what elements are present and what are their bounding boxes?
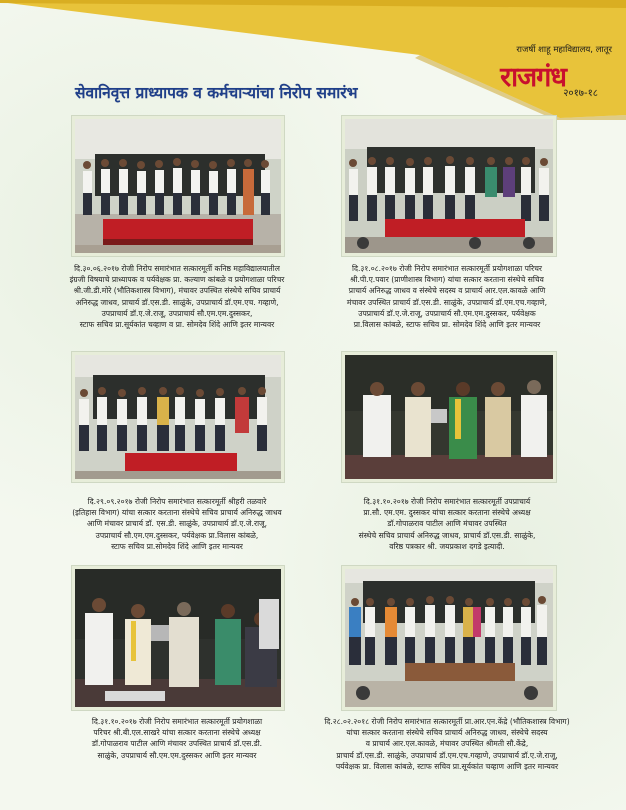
event-photo-2 bbox=[342, 116, 556, 256]
magazine-year: २०१७-१८ bbox=[563, 88, 598, 99]
photo-caption-4: दि.३१.१०.२०१७ रोजी निरोप समारंभात सत्कारमूर्ती उपप्राचार्य प्रा.सौ. एम.एम. दुस्सकर यांचा सत्कार करताना संस्थेचे अध्यक्ष डॉ.गोपाळराव पाटील आणि मंचावर उपस्थित संस्थेचे सचिव प्राचार्य अनिरुद्ध जाधव, प्राचार्य डॉ.एस.डी. साळुंके, वरिष्ठ पत्रकार श्री. जयप्रकाश दगडे इत्यादी. bbox=[358, 497, 536, 551]
college-name: राजर्षी शाहू महाविद्यालय, लातूर bbox=[516, 45, 612, 55]
event-photo-6 bbox=[342, 566, 556, 710]
photo-caption-3: दि.२९.०९.२०१७ रोजी निरोप समारंभात सत्कारमूर्ती श्रीहरी तळवारे (इतिहास विभाग) यांचा सत्कार करताना संस्थेचे सचिव प्राचार्य अनिरुद्ध जाधव आणि मंचावर प्राचार्य डॉ. एस.डी. साळुंके, उपप्राचार्य डॉ.ए.जे.राजू, उपप्राचार्य सौ.एम.एम.दुस्सकर, पर्यवेक्षक प्रा.विलास कांबळे, स्टाफ सचिव प्रा.सोमदेव शिंदे आणि इतर मान्यवर bbox=[72, 497, 282, 551]
photo-caption-2: दि.३१.०८.२०१७ रोजी निरोप समारंभात सत्कारमूर्ती प्रयोगशाळा परिचर श्री.पी.ए.पवार (प्राणीशास्त्र विभाग) यांचा सत्कार करताना संस्थेचे सचिव प्राचार्य अनिरुद्ध जाधव व संस्थेचे सदस्य व प्राचार्य आर.एल.कावळे आणि मंचावर उपस्थित प्राचार्य डॉ.एस.डी. साळुंके, उपप्राचार्य डॉ.एम.एच.गव्हाणे, उपप्राचार्य डॉ.ए.जे.राजू, उपप्राचार्य सौ.एम.एम.दुस्सकर, पर्यवेक्षक प्रा.विलास कांबळे, स्टाफ सचिव प्रा. सोमदेव शिंदे आणि इतर मान्यवर bbox=[346, 264, 548, 330]
photo-caption-1: दि.३०.०६.२०१७ रोजी निरोप समारंभात सत्कारमूर्ती कनिष्ठ महाविद्यालयातील इंग्रजी विषयाचे प्राध्यापक व पर्यवेक्षक प्रा. कल्याण कांबळे व प्रयोगशाळा परिचर श्री.जी.डी.मोरे (भौतिकशास्त्र विभाग), मंचावर उपस्थित संस्थेचे सचिव प्राचार्य अनिरुद्ध जाधव, प्राचार्य डॉ.एस.डी. साळुंके, उपप्राचार्य डॉ.एम.एच. गव्हाणे, उपप्राचार्य डॉ.ए.जे.राजू, उपप्राचार्य सौ.एम.एम.दुस्सकर, स्टाफ सचिव प्रा.सूर्यकांत चव्हाण व प्रा. सोमदेव शिंदे आणि इतर मान्यवर bbox=[69, 264, 285, 330]
event-photo-5 bbox=[72, 566, 284, 710]
magazine-logo: राजगंध bbox=[500, 62, 566, 93]
event-photo-3 bbox=[72, 352, 284, 482]
photo-caption-6: दि.२८.०२.२०१८ रोजी निरोप समारंभात सत्कारमूर्ती प्रा.आर.एन.केंद्रे (भौतिकशास्त्र विभाग) यांचा सत्कार करताना संस्थेचे सचिव प्राचार्य अनिरुद्ध जाधव, संस्थेचे सदस्य व प्राचार्य आर.एल.कावळे, मंचावर उपस्थित श्रीमती सौ.केंद्रे, प्राचार्य डॉ.एस.डी. साळुंके, उपप्राचार्य डॉ.एम.एच.गव्हाणे, उपप्राचार्य डॉ.ए.जे.राजू, पर्यवेक्षक प्रा. विलास कांबळे, स्टाफ सचिव प्रा.सूर्यकांत चव्हाण आणि इतर मान्यवर bbox=[324, 717, 570, 771]
page-title: सेवानिवृत्त प्राध्यापक व कर्मचाऱ्यांचा निरोप समारंभ bbox=[75, 84, 358, 102]
event-photo-4 bbox=[342, 352, 556, 482]
photo-caption-5: दि.३१.१०.२०१७ रोजी निरोप समारंभात सत्कारमूर्ती प्रयोगशाळा परिचर श्री.बी.एल.साखरे यांचा सत्कार करताना संस्थेचे अध्यक्ष डॉ.गोपाळराव पाटील आणि मंचावर उपस्थित प्राचार्य डॉ.एस.डी. साळुंके, उपप्राचार्य सौ.एम.एम.दुस्सकर आणि इतर मान्यवर bbox=[91, 717, 263, 760]
event-photo-1 bbox=[72, 116, 284, 256]
